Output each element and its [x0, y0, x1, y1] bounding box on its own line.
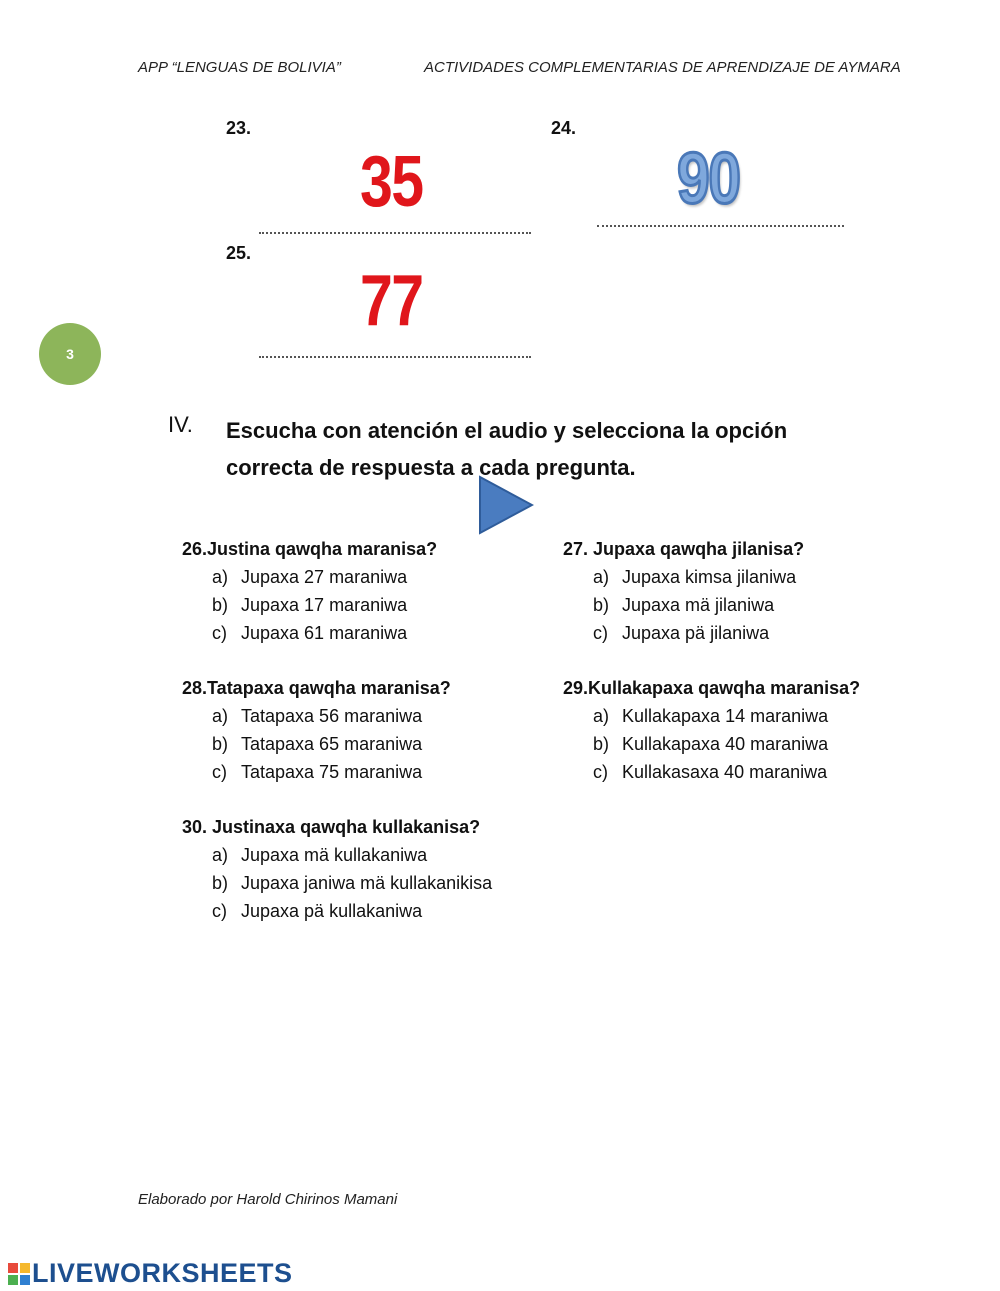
footer-author: Elaborado por Harold Chirinos Mamani — [138, 1191, 398, 1208]
question-title: 27. Jupaxa qawqha jilanisa? — [563, 539, 805, 559]
option-b[interactable]: b) Jupaxa 17 maraniwa — [212, 594, 408, 615]
answer-blank-24[interactable] — [597, 225, 844, 227]
option-c[interactable]: c) Tatapaxa 75 maraniwa — [212, 761, 423, 782]
question-28 — [182, 678, 451, 786]
option-c[interactable]: c) Jupaxa pä kullakaniwa — [212, 900, 423, 921]
item-label-25: 25. — [226, 243, 252, 263]
item-label-23: 23. — [226, 118, 252, 138]
answer-blank-23[interactable] — [259, 232, 531, 234]
page-number: 3 — [66, 346, 74, 362]
option-a[interactable]: a) Jupaxa mä kullakaniwa — [212, 845, 428, 865]
option-a[interactable]: a) Jupaxa 27 maraniwa — [212, 567, 408, 587]
option-c[interactable]: c) Jupaxa 61 maraniwa — [212, 622, 408, 643]
header-activity-title: ACTIVIDADES COMPLEMENTARIAS DE APRENDIZAJE DE AYMARA — [424, 59, 901, 76]
option-a[interactable]: a) Tatapaxa 56 maraniwa — [212, 706, 423, 726]
section-instruction: Escucha con atención el audio y selecciona la opción correcta de respuesta a cada pregunta. — [226, 418, 788, 480]
option-c[interactable]: c) Jupaxa pä jilaniwa — [593, 622, 770, 643]
number-image-90: 90 — [677, 139, 740, 219]
option-b[interactable]: b) Jupaxa janiwa mä kullakanikisa — [212, 872, 493, 893]
number-image-35: 35 — [360, 142, 423, 222]
number-image-77: 77 — [360, 261, 423, 341]
option-b[interactable]: b) Jupaxa mä jilaniwa — [593, 594, 775, 615]
question-title: 30. Justinaxa qawqha kullakanisa? — [182, 817, 481, 837]
question-27 — [563, 539, 804, 647]
logo-mark-icon — [8, 1263, 30, 1285]
liveworksheets-logo — [8, 1258, 293, 1289]
option-b[interactable]: b) Tatapaxa 65 maraniwa — [212, 733, 423, 754]
question-30 — [182, 817, 492, 925]
audio-play-button[interactable] — [478, 475, 534, 535]
question-title: 26.Justina qawqha maranisa? — [182, 539, 438, 559]
question-26 — [182, 539, 437, 647]
section-numeral: IV. — [168, 412, 193, 437]
answer-blank-25[interactable] — [259, 356, 531, 358]
page-number-badge — [39, 323, 101, 385]
logo-text: LIVEWORKSHEETS — [32, 1258, 293, 1288]
item-label-24: 24. — [551, 118, 577, 138]
option-c[interactable]: c) Kullakasaxa 40 maraniwa — [593, 761, 828, 782]
question-title: 29.Kullakapaxa qawqha maranisa? — [563, 678, 861, 698]
header-app-title: APP “LENGUAS DE BOLIVIA” — [138, 59, 341, 76]
option-a[interactable]: a) Jupaxa kimsa jilaniwa — [593, 567, 797, 587]
option-a[interactable]: a) Kullakapaxa 14 maraniwa — [593, 706, 829, 726]
play-icon — [478, 475, 534, 535]
question-29 — [563, 678, 860, 786]
question-title: 28.Tatapaxa qawqha maranisa? — [182, 678, 451, 698]
option-b[interactable]: b) Kullakapaxa 40 maraniwa — [593, 733, 829, 754]
